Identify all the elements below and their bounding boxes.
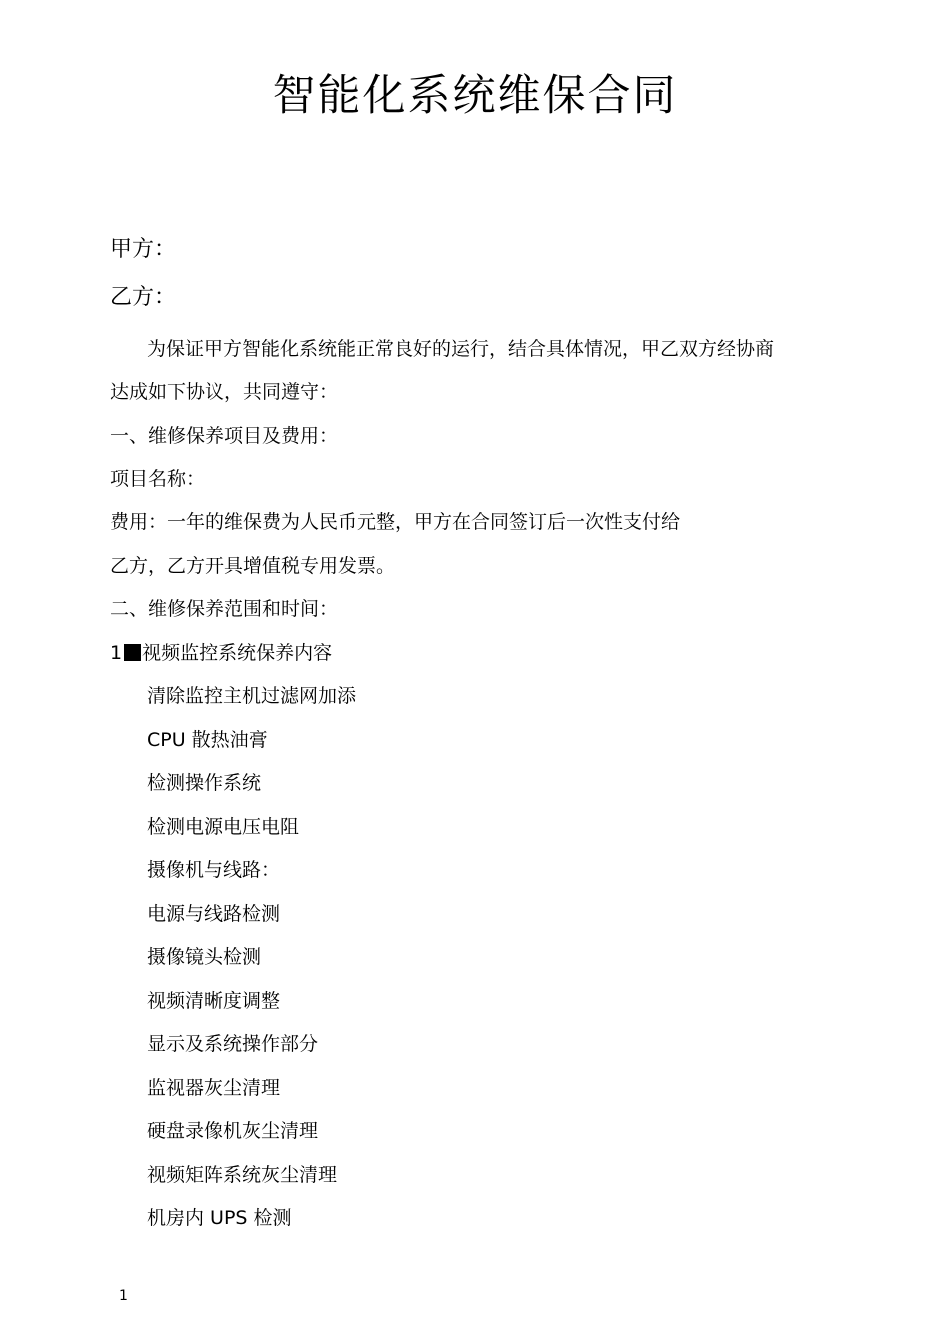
intro-paragraph-line-1: 为保证甲方智能化系统能正常良好的运行，结合具体情况，甲乙双方经协商 (147, 338, 775, 360)
intro-paragraph-line-2: 达成如下协议，共同遵守： (110, 381, 339, 403)
list-item-text: 视频监控系统保养内容 (142, 642, 333, 664)
sub-item: 监视器灰尘清理 (147, 1077, 281, 1099)
page-number: 1 (119, 1288, 128, 1304)
sub-item: 清除监控主机过滤网加添 (147, 685, 357, 707)
sub-item: 摄像机与线路： (147, 859, 281, 881)
sub-item: 检测操作系统 (147, 772, 262, 794)
party-b-label: 乙方： (110, 285, 177, 310)
list-item-1 (110, 639, 332, 667)
fee-paragraph-line-2: 乙方，乙方开具增值税专用发票。 (110, 555, 396, 577)
project-name-label: 项目名称： (110, 468, 206, 490)
sub-item: 硬盘录像机灰尘清理 (147, 1120, 319, 1142)
sub-item: 视频清晰度调整 (147, 990, 281, 1012)
sub-item: 电源与线路检测 (147, 903, 281, 925)
sub-item: 显示及系统操作部分 (147, 1033, 319, 1055)
section-1-heading: 一、维修保养项目及费用： (110, 425, 339, 447)
list-item-number: 1 (110, 642, 123, 664)
sub-item: 视频矩阵系统灰尘清理 (147, 1164, 338, 1186)
party-a-label: 甲方： (110, 237, 177, 262)
sub-item: 机房内 UPS 检测 (147, 1207, 292, 1229)
document-title: 智能化系统维保合同 (272, 71, 678, 121)
sub-item: CPU 散热油膏 (147, 729, 268, 751)
section-2-heading: 二、维修保养范围和时间： (110, 598, 339, 620)
fee-paragraph-line-1: 费用：一年的维保费为人民币元整，甲方在合同签订后一次性支付给 (110, 511, 681, 533)
sub-item: 检测电源电压电阻 (147, 816, 300, 838)
sub-item: 摄像镜头检测 (147, 946, 262, 968)
square-bullet-icon (124, 644, 141, 661)
